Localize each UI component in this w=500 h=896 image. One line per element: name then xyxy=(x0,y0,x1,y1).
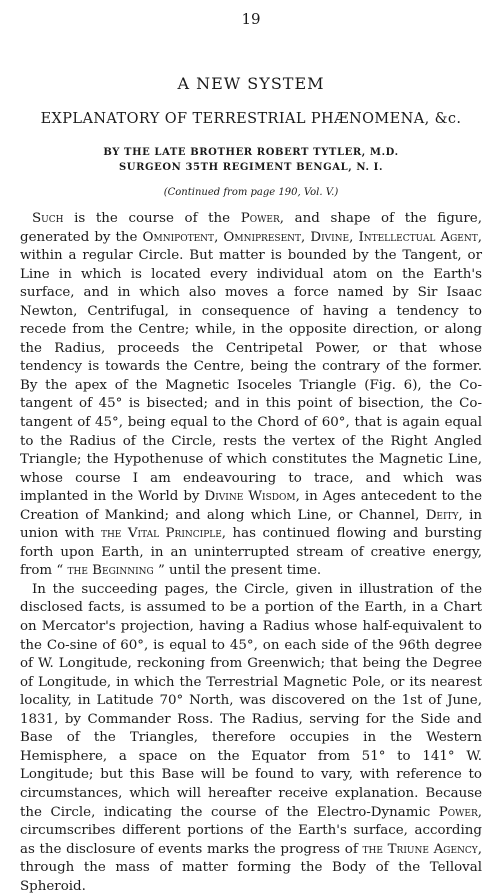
paragraph-2 xyxy=(20,581,482,896)
text-run: , through the mass of matter forming the Body of the Telloval Spheroid. xyxy=(20,841,482,894)
text-run: , and shape of the figure, generated by the xyxy=(20,211,482,245)
text-run: , xyxy=(349,229,359,245)
small-caps-text: Divine Wisdom xyxy=(204,489,296,505)
text-run: , has continued flowing and bursting forth upon Earth, in an uninterrupted stream of creative energy, from “ xyxy=(20,526,482,579)
small-caps-text: Omnipotent xyxy=(142,229,215,245)
small-caps-text: Power xyxy=(438,804,478,820)
small-caps-text: the Vital Principle xyxy=(100,526,222,542)
text-run: , xyxy=(214,229,224,245)
text-run: ” until the present time. xyxy=(153,563,322,579)
small-caps-text: Such xyxy=(32,211,64,226)
page-number: 19 xyxy=(241,10,261,28)
text-run: , xyxy=(301,229,311,245)
small-caps-text: Intellectual Agent xyxy=(358,229,478,245)
text-run: , in Ages antecedent to the Creation of Mankind; and along which Line, or Channel, xyxy=(20,489,483,523)
author-byline xyxy=(20,145,482,175)
author-name: BY THE LATE BROTHER ROBERT TYTLER, M.D. xyxy=(103,147,399,158)
small-caps-text: Deity xyxy=(425,507,459,523)
small-caps-text: Omnipresent xyxy=(223,229,302,245)
text-run: is the course of the xyxy=(63,211,241,226)
paragraph-1 xyxy=(20,210,482,581)
small-caps-text: the Triune Agency xyxy=(362,841,478,857)
text-run: , within a regular Circle. But matter is bounded by the Tangent, or Line in which is located every individual atom on the Earth's surface, and in which also moves a force named by Sir Isaac Newton, Centrifugal, in consequence of having a tendency to recede from the Centre; while, in the opposite direction, or along the Radius, proceeds the Centripetal Power, or that whose tendency is towards the Centre, being the contrary of the former. By the apex of the Magnetic Isoceles Triangle (Fig. 6), the Co-tangent of 45° is bisected; and in this point of bisection, the Co-tangent of 45°, being equal to the Chord of 60°, that is again equal to the Radius of the Circle, rests the vertex of the Right Angled Triangle; the Hypothenuse of which constitutes the Magnetic Line, whose course I am endeavouring to trace, and which was implanted in the World by xyxy=(20,229,482,505)
text-run: , in union with xyxy=(20,507,483,542)
body-text xyxy=(20,210,482,896)
author-title: SURGEON 35TH REGIMENT BENGAL, N. I. xyxy=(118,162,384,173)
small-caps-text: the Beginning xyxy=(67,563,154,579)
article-subtitle: EXPLANATORY OF TERRESTRIAL PHÆNOMENA, &c. xyxy=(40,111,462,127)
continued-note: (Continued from page 190, Vol. V.) xyxy=(163,187,339,198)
text-run: In the succeeding pages, the Circle, given in illustration of the disclosed facts, is assumed to be a portion of the Earth, in a Chart on Mercator's projection, having a Radius whose half-equivalent to the Co-sine of 60°, is equal to 45°, on each side of the 96th degree of W. Longitude, reckoning from Greenwich; that being the Degree of Longitude, in which the Terrestrial Magnetic Pole, or its nearest locality, in Latitude 70° North, was discovered on the 1st of June, 1831, by Commander Ross. The Radius, serving for the Side and Base of the Triangles, therefore occupies in the Western Hemisphere, a space on the Equator from 51° to 141° W. Longitude; but this Base will be found to vary, with reference to circumstances, which will hereafter receive explanation. Because the Circle, indicating the course of the Electro-Dynamic xyxy=(20,581,482,820)
small-caps-text: Divine xyxy=(310,229,350,245)
article-title: A NEW SYSTEM xyxy=(177,74,325,93)
text-run: , circumscribes different portions of the Earth's surface, according as the disclosure of events marks the progress of xyxy=(20,804,482,857)
small-caps-text: Power xyxy=(240,211,280,226)
